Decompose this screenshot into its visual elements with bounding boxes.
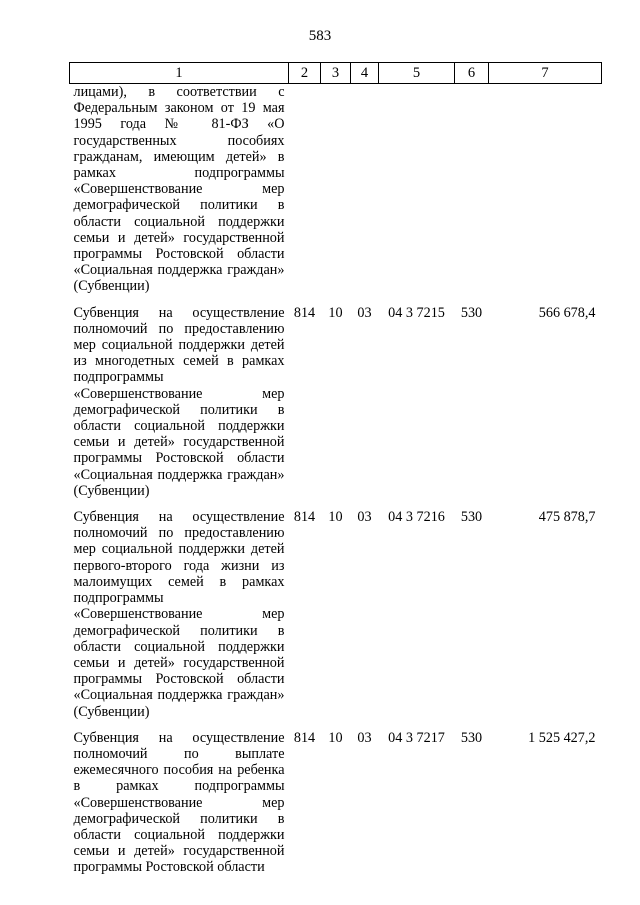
row-target-article: 04 3 7215: [388, 304, 445, 321]
page-number: 583: [308, 28, 332, 44]
header-col-5: 5: [379, 63, 455, 84]
table-header: [70, 63, 602, 84]
table-row: [70, 305, 602, 509]
header-col-7: 7: [489, 63, 602, 84]
row-subsection: [351, 84, 379, 305]
row-expense-type: [455, 84, 489, 305]
row-amount: [489, 84, 602, 305]
header-col-6: 6: [455, 63, 489, 84]
row-target-article: 04 3 7217: [388, 729, 445, 746]
row-description: Субвенция на осуществление полномочий по предоставлению мер социальной поддержки детей первого-второго года жизни из малоимущих семей в рамках подпрограммы «Совершенствование мер демографической политики в области социальной поддержки семьи и детей» государственной программы Ростовской области «Социальная поддержка граждан» (Субвенции): [73, 509, 285, 720]
header-col-1: 1: [70, 63, 289, 84]
row-admin-code: 814: [293, 304, 316, 321]
header-row: [70, 63, 602, 84]
row-admin-code: 814: [293, 729, 316, 746]
row-admin-code: [289, 84, 321, 305]
row-amount: 566 678,4: [538, 304, 596, 321]
row-subsection: 03: [357, 729, 372, 746]
header-col-3: 3: [321, 63, 351, 84]
row-target-article: [379, 84, 455, 305]
row-target-article: 04 3 7216: [388, 509, 445, 526]
row-admin-code: 814: [293, 509, 316, 526]
row-expense-type: 530: [460, 509, 483, 526]
row-amount: 1 525 427,2: [528, 729, 596, 746]
row-description: лицами), в соответствии с Федеральным законом от 19 мая 1995 года № 81-ФЗ «О государственных пособиях гражданам, имеющим детей» в рамках подпрограммы «Совершенствование мер демографической политики в области социальной поддержки семьи и детей» государственной программы Ростовской области «Социальная поддержка граждан» (Субвенции): [73, 84, 285, 295]
header-col-2: 2: [289, 63, 321, 84]
row-expense-type: 530: [460, 729, 483, 746]
row-description: Субвенция на осуществление полномочий по предоставлению мер социальной поддержки детей из многодетных семей в рамках подпрограммы «Совершенствование мер демографической политики в области социальной поддержки семьи и детей» государственной программы Ростовской области «Социальная поддержка граждан» (Субвенции): [73, 304, 285, 499]
row-section: 10: [328, 509, 343, 526]
budget-table: [69, 62, 602, 886]
table-row: [70, 84, 602, 305]
row-description: Субвенция на осуществление полномочий по выплате ежемесячного пособия на ребенка в рамках подпрограммы «Совершенствование мер демографической политики в области социальной поддержки семьи и детей» государственной программы Ростовской области: [73, 729, 285, 876]
row-subsection: 03: [357, 509, 372, 526]
row-amount: 475 878,7: [538, 509, 596, 526]
row-section: 10: [328, 729, 343, 746]
table-row: [70, 730, 602, 886]
row-section: [321, 84, 351, 305]
table-row: [70, 509, 602, 730]
row-section: 10: [328, 304, 343, 321]
table-body: [70, 84, 602, 886]
row-expense-type: 530: [460, 304, 483, 321]
row-subsection: 03: [357, 304, 372, 321]
header-col-4: 4: [351, 63, 379, 84]
